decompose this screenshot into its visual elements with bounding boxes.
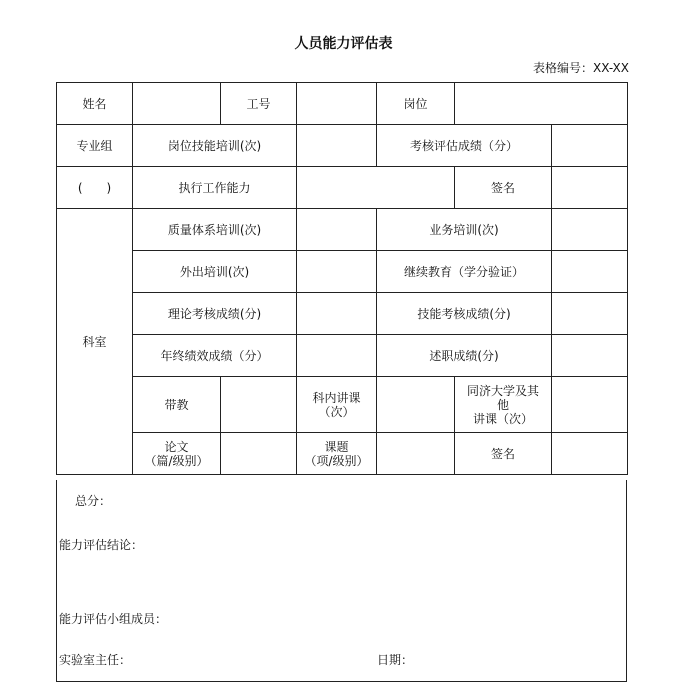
label-tongji-line2: 他 (496, 397, 509, 412)
value-assessment-score[interactable] (552, 125, 628, 167)
label-lecture-line1: 科内讲课 (312, 390, 361, 405)
value-quality-training[interactable] (297, 209, 377, 251)
label-post-skill-training: 岗位技能培训(次) (133, 125, 297, 167)
director-label: 实验室主任： (59, 653, 132, 667)
label-continuing-edu: 继续教育（学分验证） (377, 251, 552, 293)
label-project (297, 433, 377, 475)
evaluation-footer (56, 480, 627, 682)
label-paper-line2: （篇/级别） (144, 453, 209, 468)
label-name: 姓名 (57, 83, 133, 125)
label-business-training: 业务培训(次) (377, 209, 552, 251)
members-label: 能力评估小组成员： (59, 612, 168, 626)
value-execution-ability[interactable] (297, 167, 455, 209)
label-position: 岗位 (377, 83, 455, 125)
label-report-score: 述职成绩(分) (377, 335, 552, 377)
label-paper (133, 433, 221, 475)
form-title: 人员能力评估表 (294, 36, 393, 52)
label-tongji-lecture (455, 377, 552, 433)
label-skill-score: 技能考核成绩(分) (377, 293, 552, 335)
date-label: 日期： (377, 653, 414, 667)
label-execution-ability: 执行工作能力 (133, 167, 297, 209)
label-external-training: 外出培训(次) (133, 251, 297, 293)
label-major-group: 专业组 (57, 125, 133, 167)
value-emp-no[interactable] (297, 83, 377, 125)
label-tongji-line1: 同济大学及其 (466, 383, 539, 398)
label-quality-training: 质量体系培训(次) (133, 209, 297, 251)
label-signature2: 签名 (455, 433, 552, 475)
conclusion-label: 能力评估结论： (59, 538, 144, 552)
total-score-label: 总分： (75, 494, 112, 508)
value-theory-score[interactable] (297, 293, 377, 335)
value-project[interactable] (377, 433, 455, 475)
value-teaching[interactable] (221, 377, 297, 433)
value-annual-perf[interactable] (297, 335, 377, 377)
label-tongji-line3: 讲课（次） (472, 411, 533, 426)
value-signature[interactable] (552, 167, 628, 209)
value-lecture[interactable] (377, 377, 455, 433)
label-teaching: 带教 (133, 377, 221, 433)
label-lecture-line2: （次） (318, 404, 355, 419)
value-signature2[interactable] (552, 433, 628, 475)
value-skill-score[interactable] (552, 293, 628, 335)
assessment-table (56, 82, 628, 475)
label-signature: 签名 (455, 167, 552, 209)
value-external-training[interactable] (297, 251, 377, 293)
label-paper-line1: 论文 (164, 439, 189, 454)
label-project-line1: 课题 (324, 439, 349, 454)
label-emp-no: 工号 (221, 83, 297, 125)
form-number: 表格编号：XX-XX (532, 61, 629, 75)
value-report-score[interactable] (552, 335, 628, 377)
label-lecture (297, 377, 377, 433)
label-department: 科室 (57, 209, 133, 475)
value-tongji-lecture[interactable] (552, 377, 628, 433)
value-name[interactable] (133, 83, 221, 125)
value-business-training[interactable] (552, 209, 628, 251)
label-project-line2: （项/级别） (304, 453, 369, 468)
value-post-skill-training[interactable] (297, 125, 377, 167)
major-group-blank: ( ) (57, 167, 133, 209)
label-assessment-score: 考核评估成绩（分） (377, 125, 552, 167)
value-position[interactable] (455, 83, 628, 125)
value-paper[interactable] (221, 433, 297, 475)
label-annual-perf: 年终绩效成绩（分） (133, 335, 297, 377)
value-continuing-edu[interactable] (552, 251, 628, 293)
label-theory-score: 理论考核成绩(分) (133, 293, 297, 335)
